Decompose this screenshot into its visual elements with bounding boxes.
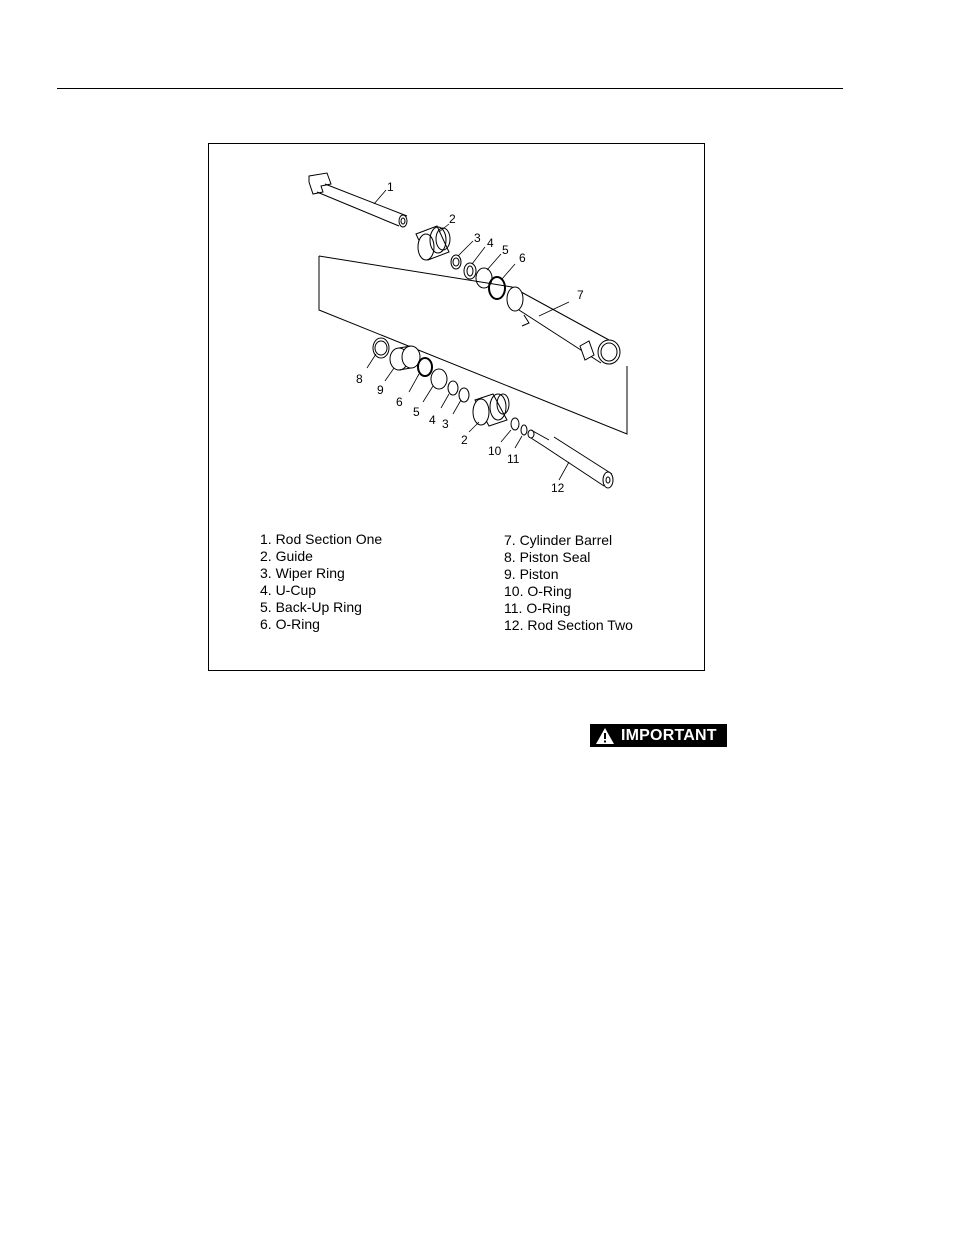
- legend-item: 6. O-Ring: [260, 616, 320, 632]
- callout-12: 12: [551, 481, 565, 495]
- callout-4: 4: [487, 236, 494, 250]
- back-up-ring-bottom-part: [431, 369, 447, 389]
- cylinder-exploded-diagram: [209, 144, 704, 514]
- callout-4b: 4: [429, 413, 436, 427]
- cylinder-barrel-part: [507, 287, 620, 364]
- legend-item: 4. U-Cup: [260, 582, 317, 598]
- o-ring-top-part: [489, 277, 505, 299]
- callout-2b: 2: [461, 433, 468, 447]
- u-cup-bottom-part: [448, 381, 458, 395]
- legend-item: 7. Cylinder Barrel: [504, 532, 613, 548]
- legend-left-column: [260, 531, 382, 633]
- legend-item: 12. Rod Section Two: [504, 617, 633, 633]
- warning-triangle-icon: [595, 727, 615, 745]
- o-ring-bottom-part: [418, 358, 432, 376]
- callout-5b: 5: [413, 405, 420, 419]
- legend-item: 11. O-Ring: [504, 600, 571, 616]
- legend-item: 8. Piston Seal: [504, 549, 591, 565]
- callout-2: 2: [449, 212, 456, 226]
- guide-part-bottom: [473, 394, 509, 426]
- legend-item: 5. Back-Up Ring: [260, 599, 362, 615]
- legend-item: 3. Wiper Ring: [260, 565, 345, 581]
- legend-item: 10. O-Ring: [504, 583, 572, 599]
- callout-3: 3: [474, 231, 481, 245]
- o-ring-11-part: [521, 425, 527, 435]
- callout-1: 1: [387, 180, 394, 194]
- callout-6: 6: [519, 251, 526, 265]
- guide-part-top: [416, 226, 450, 260]
- legend-item: 9. Piston: [504, 566, 559, 582]
- callout-5: 5: [502, 243, 509, 257]
- important-notice-badge: [590, 724, 727, 747]
- legend-right-column: [504, 532, 633, 634]
- legend-item: 1. Rod Section One: [260, 531, 383, 547]
- exploded-view-figure: [208, 143, 705, 671]
- piston-part: [390, 346, 420, 370]
- callout-11: 11: [507, 452, 520, 466]
- callout-6b: 6: [396, 395, 403, 409]
- callout-8: 8: [356, 372, 363, 386]
- callout-10: 10: [488, 444, 502, 458]
- callout-7: 7: [577, 288, 584, 302]
- callout-3b: 3: [442, 417, 449, 431]
- legend-item: 2. Guide: [260, 548, 313, 564]
- u-cup-top-part: [464, 263, 476, 279]
- header-rule: [57, 88, 843, 89]
- wiper-ring-bottom-part: [459, 388, 469, 402]
- o-ring-10-part: [511, 418, 519, 430]
- rod-section-two-part: [528, 430, 613, 488]
- important-label: IMPORTANT: [621, 726, 717, 744]
- callout-9: 9: [377, 383, 384, 397]
- leader-lines: [367, 190, 569, 480]
